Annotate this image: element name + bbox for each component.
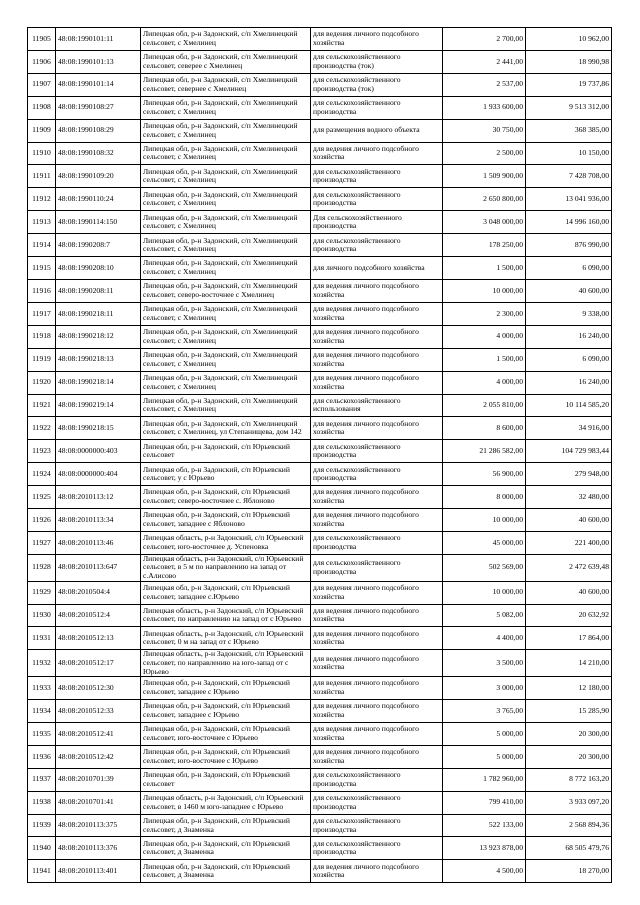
area-cell: 10 000,00: [443, 509, 526, 532]
address-cell: Липецкая обл, р-н Задонский, с/п Юрьевский сельсовет, северо-восточнее с. Яблоново: [141, 486, 311, 509]
row-number-cell: 11910: [28, 142, 56, 165]
row-number-cell: 11918: [28, 325, 56, 348]
address-cell: Липецкая обл, р-н Задонский, с/п Юрьевский сельсовет, у с Юрьево: [141, 463, 311, 486]
row-number-cell: 11923: [28, 440, 56, 463]
cadastral-number-cell: 48:08:1990218:14: [56, 371, 141, 394]
cadastral-number-cell: 48:08:2010113:401: [56, 860, 141, 883]
cadastral-number-cell: 48:08:0000000:404: [56, 463, 141, 486]
row-number-cell: 11905: [28, 28, 56, 51]
cadastral-value-cell: 876 990,00: [526, 234, 612, 257]
row-number-cell: 11932: [28, 650, 56, 677]
permitted-use-cell: для сельскохозяйственного производства: [311, 188, 443, 211]
cadastral-value-cell: 9 513 312,00: [526, 96, 612, 119]
cadastral-number-cell: 48:08:1990108:32: [56, 142, 141, 165]
table-row: [28, 627, 612, 650]
cadastral-number-cell: 48:08:1990110:24: [56, 188, 141, 211]
permitted-use-cell: для сельскохозяйственного производства: [311, 165, 443, 188]
cadastral-number-cell: 48:08:1990108:29: [56, 119, 141, 142]
address-cell: Липецкая обл, р-н Задонский, с/п Юрьевский сельсовет, западнее с Юрьево: [141, 677, 311, 700]
table-row: [28, 188, 612, 211]
area-cell: 799 410,00: [443, 791, 526, 814]
permitted-use-cell: для ведения личного подсобного хозяйства: [311, 371, 443, 394]
cadastral-value-cell: 68 505 479,76: [526, 837, 612, 860]
cadastral-number-cell: 48:08:2010512:30: [56, 677, 141, 700]
permitted-use-cell: для ведения личного подсобного хозяйства: [311, 627, 443, 650]
cadastral-number-cell: 48:08:1990108:27: [56, 96, 141, 119]
table-row: [28, 417, 612, 440]
permitted-use-cell: для ведения личного подсобного хозяйства: [311, 860, 443, 883]
table-row: [28, 722, 612, 745]
address-cell: Липецкая обл, р-н Задонский, с/п Хмелинецкий сельсовет, с Хмелинец, ул Степанищева, дом 142: [141, 417, 311, 440]
permitted-use-cell: для сельскохозяйственного производства: [311, 463, 443, 486]
area-cell: 1 933 600,00: [443, 96, 526, 119]
row-number-cell: 11933: [28, 677, 56, 700]
cadastral-number-cell: 48:08:2010512:33: [56, 700, 141, 723]
row-number-cell: 11908: [28, 96, 56, 119]
permitted-use-cell: для сельскохозяйственного производства: [311, 837, 443, 860]
area-cell: 45 000,00: [443, 531, 526, 554]
address-cell: Липецкая обл, р-н Задонский, с/п Юрьевский сельсовет, западнее с.Юрьево: [141, 581, 311, 604]
cadastral-number-cell: 48:08:2010512:13: [56, 627, 141, 650]
address-cell: Липецкая обл, р-н Задонский, с/п Юрьевский сельсовет, д Знаменка: [141, 860, 311, 883]
area-cell: 4 000,00: [443, 325, 526, 348]
table-row: [28, 279, 612, 302]
area-cell: 10 000,00: [443, 279, 526, 302]
area-cell: 3 765,00: [443, 700, 526, 723]
permitted-use-cell: для сельскохозяйственного производства: [311, 531, 443, 554]
row-number-cell: 11941: [28, 860, 56, 883]
cadastral-value-cell: 8 772 163,20: [526, 768, 612, 791]
cadastral-value-cell: 279 948,00: [526, 463, 612, 486]
cadastral-value-cell: 9 338,00: [526, 302, 612, 325]
cadastral-value-cell: 3 933 097,20: [526, 791, 612, 814]
permitted-use-cell: для ведения личного подсобного хозяйства: [311, 722, 443, 745]
table-row: [28, 463, 612, 486]
table-row: [28, 28, 612, 51]
table-row: [28, 142, 612, 165]
permitted-use-cell: для ведения личного подсобного хозяйства: [311, 279, 443, 302]
row-number-cell: 11912: [28, 188, 56, 211]
address-cell: Липецкая обл, р-н Задонский, с/п Юрьевский сельсовет, юго-восточнее с Юрьево: [141, 722, 311, 745]
area-cell: 3 000,00: [443, 677, 526, 700]
address-cell: Липецкая область, р-н Задонский, с/п Юрьевский сельсовет, в 1460 м юго-западнее с Юрьево: [141, 791, 311, 814]
cadastral-number-cell: 48:08:2010113:46: [56, 531, 141, 554]
row-number-cell: 11907: [28, 73, 56, 96]
permitted-use-cell: для личного подсобного хозяйства: [311, 257, 443, 280]
cadastral-number-cell: 48:08:2010113:12: [56, 486, 141, 509]
cadastral-value-cell: 40 600,00: [526, 279, 612, 302]
address-cell: Липецкая область, р-н Задонский, с/п Юрьевский сельсовет, по направлению на юго-запад от с Юрьево: [141, 650, 311, 677]
table-row: [28, 486, 612, 509]
area-cell: 502 569,00: [443, 554, 526, 581]
address-cell: Липецкая область, р-н Задонский, с/п Юрьевский сельсовет, по направлению на запад от с Юрьево: [141, 604, 311, 627]
area-cell: 21 286 582,00: [443, 440, 526, 463]
cadastral-value-cell: 18 270,00: [526, 860, 612, 883]
cadastral-value-cell: 10 962,00: [526, 28, 612, 51]
cadastral-number-cell: 48:08:2010113:34: [56, 509, 141, 532]
address-cell: Липецкая обл, р-н Задонский, с/п Юрьевский сельсовет, юго-восточнее с Юрьево: [141, 745, 311, 768]
row-number-cell: 11931: [28, 627, 56, 650]
row-number-cell: 11915: [28, 257, 56, 280]
table-row: [28, 860, 612, 883]
address-cell: Липецкая обл, р-н Задонский, с/п Хмелинецкий сельсовет, с Хмелинец: [141, 257, 311, 280]
row-number-cell: 11926: [28, 509, 56, 532]
address-cell: Липецкая обл, р-н Задонский, с/п Юрьевский сельсовет, западнее с Юрьево: [141, 700, 311, 723]
table-row: [28, 211, 612, 234]
address-cell: Липецкая обл, р-н Задонский, с/п Хмелинецкий сельсовет, с Хмелинец: [141, 394, 311, 417]
cadastral-number-cell: 48:08:1990109:20: [56, 165, 141, 188]
address-cell: Липецкая обл, р-н Задонский, с/п Хмелинецкий сельсовет, с Хмелинец: [141, 234, 311, 257]
row-number-cell: 11934: [28, 700, 56, 723]
address-cell: Липецкая обл, р-н Задонский, с/п Хмелинецкий сельсовет, северее с Хмелинец: [141, 50, 311, 73]
cadastral-value-cell: 221 400,00: [526, 531, 612, 554]
permitted-use-cell: для ведения личного подсобного хозяйства: [311, 677, 443, 700]
land-valuation-table: [27, 27, 612, 883]
area-cell: 2 500,00: [443, 142, 526, 165]
cadastral-value-cell: 18 990,98: [526, 50, 612, 73]
table-row: [28, 700, 612, 723]
table-row: [28, 677, 612, 700]
table-row: [28, 745, 612, 768]
cadastral-number-cell: 48:08:2010113:375: [56, 814, 141, 837]
cadastral-value-cell: 13 041 936,00: [526, 188, 612, 211]
row-number-cell: 11914: [28, 234, 56, 257]
address-cell: Липецкая обл, р-н Задонский, с/п Юрьевский сельсовет, западнее с Яблоново: [141, 509, 311, 532]
area-cell: 2 700,00: [443, 28, 526, 51]
area-cell: 30 750,00: [443, 119, 526, 142]
permitted-use-cell: для ведения личного подсобного хозяйства: [311, 325, 443, 348]
address-cell: Липецкая обл, р-н Задонский, с/п Хмелинецкий сельсовет, с Хмелинец: [141, 348, 311, 371]
permitted-use-cell: для ведения личного подсобного хозяйства: [311, 348, 443, 371]
address-cell: Липецкая обл, р-н Задонский, с/п Хмелинецкий сельсовет, северо-восточнее с Хмелинец: [141, 279, 311, 302]
cadastral-value-cell: 40 600,00: [526, 581, 612, 604]
row-number-cell: 11938: [28, 791, 56, 814]
cadastral-value-cell: 14 996 160,00: [526, 211, 612, 234]
cadastral-value-cell: 15 285,90: [526, 700, 612, 723]
table-row: [28, 604, 612, 627]
table-row: [28, 371, 612, 394]
area-cell: 5 000,00: [443, 722, 526, 745]
cadastral-number-cell: 48:08:1990114:150: [56, 211, 141, 234]
area-cell: 10 000,00: [443, 581, 526, 604]
table-row: [28, 509, 612, 532]
table-row: [28, 348, 612, 371]
address-cell: Липецкая обл, р-н Задонский, с/п Хмелинецкий сельсовет, севернее с Хмелинец: [141, 73, 311, 96]
address-cell: Липецкая обл, р-н Задонский, с/п Юрьевский сельсовет: [141, 440, 311, 463]
permitted-use-cell: для ведения личного подсобного хозяйства: [311, 417, 443, 440]
address-cell: Липецкая обл, р-н Задонский, с/п Хмелинецкий сельсовет, с Хмелинец: [141, 325, 311, 348]
permitted-use-cell: для сельскохозяйственного производства: [311, 768, 443, 791]
cadastral-value-cell: 34 916,00: [526, 417, 612, 440]
cadastral-value-cell: 7 428 708,00: [526, 165, 612, 188]
area-cell: 2 055 810,00: [443, 394, 526, 417]
area-cell: 3 500,00: [443, 650, 526, 677]
row-number-cell: 11909: [28, 119, 56, 142]
cadastral-number-cell: 48:08:2010512:42: [56, 745, 141, 768]
cadastral-number-cell: 48:08:2010701:41: [56, 791, 141, 814]
cadastral-value-cell: 10 114 585,20: [526, 394, 612, 417]
address-cell: Липецкая обл, р-н Задонский, с/п Хмелинецкий сельсовет, с Хмелинец: [141, 28, 311, 51]
permitted-use-cell: для ведения личного подсобного хозяйства: [311, 745, 443, 768]
area-cell: 2 537,00: [443, 73, 526, 96]
cadastral-number-cell: 48:08:2010113:376: [56, 837, 141, 860]
cadastral-number-cell: 48:08:1990218:13: [56, 348, 141, 371]
row-number-cell: 11935: [28, 722, 56, 745]
cadastral-value-cell: 40 600,00: [526, 509, 612, 532]
area-cell: 2 441,00: [443, 50, 526, 73]
permitted-use-cell: для сельскохозяйственного производства: [311, 440, 443, 463]
cadastral-number-cell: 48:08:1990101:11: [56, 28, 141, 51]
address-cell: Липецкая область, р-н Задонский, с/п Юрьевский сельсовет, юго-восточнее д. Успеновка: [141, 531, 311, 554]
address-cell: Липецкая обл, р-н Задонский, с/п Хмелинецкий сельсовет, с Хмелинец: [141, 165, 311, 188]
cadastral-number-cell: 48:08:2010512:4: [56, 604, 141, 627]
row-number-cell: 11925: [28, 486, 56, 509]
area-cell: 5 000,00: [443, 745, 526, 768]
cadastral-value-cell: 14 210,00: [526, 650, 612, 677]
cadastral-number-cell: 48:08:1990218:15: [56, 417, 141, 440]
address-cell: Липецкая обл, р-н Задонский, с/п Хмелинецкий сельсовет, с Хмелинец: [141, 302, 311, 325]
table-row: [28, 96, 612, 119]
permitted-use-cell: для сельскохозяйственного использования: [311, 394, 443, 417]
area-cell: 13 923 878,00: [443, 837, 526, 860]
table-body: [28, 28, 612, 883]
permitted-use-cell: для сельскохозяйственного производства: [311, 791, 443, 814]
table-row: [28, 768, 612, 791]
row-number-cell: 11916: [28, 279, 56, 302]
table-row: [28, 581, 612, 604]
area-cell: 3 048 000,00: [443, 211, 526, 234]
permitted-use-cell: для ведения личного подсобного хозяйства: [311, 142, 443, 165]
cadastral-number-cell: 48:08:2010113:647: [56, 554, 141, 581]
permitted-use-cell: для сельскохозяйственного производства: [311, 554, 443, 581]
row-number-cell: 11919: [28, 348, 56, 371]
table-row: [28, 791, 612, 814]
area-cell: 8 600,00: [443, 417, 526, 440]
cadastral-value-cell: 12 180,00: [526, 677, 612, 700]
cadastral-value-cell: 17 864,00: [526, 627, 612, 650]
row-number-cell: 11940: [28, 837, 56, 860]
row-number-cell: 11928: [28, 554, 56, 581]
land-registry-sheet: [27, 27, 611, 883]
cadastral-value-cell: 10 150,00: [526, 142, 612, 165]
table-row: [28, 650, 612, 677]
area-cell: 56 900,00: [443, 463, 526, 486]
row-number-cell: 11930: [28, 604, 56, 627]
table-row: [28, 234, 612, 257]
row-number-cell: 11936: [28, 745, 56, 768]
address-cell: Липецкая обл, р-н Задонский, с/п Хмелинецкий сельсовет, с Хмелинец: [141, 142, 311, 165]
cadastral-value-cell: 6 090,00: [526, 257, 612, 280]
area-cell: 178 250,00: [443, 234, 526, 257]
area-cell: 4 000,00: [443, 371, 526, 394]
address-cell: Липецкая обл, р-н Задонский, с/п Хмелинецкий сельсовет, с Хмелинец: [141, 119, 311, 142]
area-cell: 4 400,00: [443, 627, 526, 650]
area-cell: 4 500,00: [443, 860, 526, 883]
address-cell: Липецкая обл, р-н Задонский, с/п Юрьевский сельсовет, д Знаменка: [141, 837, 311, 860]
table-row: [28, 73, 612, 96]
row-number-cell: 11929: [28, 581, 56, 604]
row-number-cell: 11913: [28, 211, 56, 234]
cadastral-value-cell: 2 568 894,36: [526, 814, 612, 837]
row-number-cell: 11921: [28, 394, 56, 417]
cadastral-number-cell: 48:08:2010701:39: [56, 768, 141, 791]
table-row: [28, 440, 612, 463]
table-row: [28, 325, 612, 348]
cadastral-value-cell: 20 300,00: [526, 722, 612, 745]
cadastral-value-cell: 19 737,86: [526, 73, 612, 96]
table-row: [28, 165, 612, 188]
address-cell: Липецкая обл, р-н Задонский, с/п Юрьевский сельсовет, д Знаменка: [141, 814, 311, 837]
row-number-cell: 11927: [28, 531, 56, 554]
permitted-use-cell: для ведения личного подсобного хозяйства: [311, 604, 443, 627]
row-number-cell: 11924: [28, 463, 56, 486]
permitted-use-cell: для ведения личного подсобного хозяйства: [311, 509, 443, 532]
area-cell: 8 000,00: [443, 486, 526, 509]
row-number-cell: 11922: [28, 417, 56, 440]
area-cell: 1 782 960,00: [443, 768, 526, 791]
area-cell: 1 500,00: [443, 348, 526, 371]
permitted-use-cell: для ведения личного подсобного хозяйства: [311, 28, 443, 51]
table-row: [28, 302, 612, 325]
row-number-cell: 11906: [28, 50, 56, 73]
row-number-cell: 11911: [28, 165, 56, 188]
row-number-cell: 11917: [28, 302, 56, 325]
row-number-cell: 11937: [28, 768, 56, 791]
cadastral-number-cell: 48:08:1990218:12: [56, 325, 141, 348]
permitted-use-cell: для сельскохозяйственного производства: [311, 814, 443, 837]
cadastral-value-cell: 104 729 983,44: [526, 440, 612, 463]
row-number-cell: 11920: [28, 371, 56, 394]
permitted-use-cell: для сельскохозяйственного производства: [311, 234, 443, 257]
row-number-cell: 11939: [28, 814, 56, 837]
table-row: [28, 554, 612, 581]
cadastral-value-cell: 16 240,00: [526, 325, 612, 348]
permitted-use-cell: для ведения личного подсобного хозяйства: [311, 650, 443, 677]
cadastral-number-cell: 48:08:1990218:11: [56, 302, 141, 325]
area-cell: 1 509 900,00: [443, 165, 526, 188]
table-row: [28, 119, 612, 142]
address-cell: Липецкая обл, р-н Задонский, с/п Хмелинецкий сельсовет, с Хмелинец: [141, 188, 311, 211]
cadastral-value-cell: 20 300,00: [526, 745, 612, 768]
area-cell: 2 650 800,00: [443, 188, 526, 211]
area-cell: 5 082,00: [443, 604, 526, 627]
cadastral-value-cell: 20 632,92: [526, 604, 612, 627]
area-cell: 1 500,00: [443, 257, 526, 280]
permitted-use-cell: для ведения личного подсобного хозяйства: [311, 700, 443, 723]
area-cell: 522 133,00: [443, 814, 526, 837]
table-row: [28, 50, 612, 73]
area-cell: 2 300,00: [443, 302, 526, 325]
cadastral-number-cell: 48:08:2010512:17: [56, 650, 141, 677]
table-row: [28, 837, 612, 860]
address-cell: Липецкая область, р-н Задонский, с/п Юрьевский сельсовет, в 5 м по направлению на запад от с.Алисово: [141, 554, 311, 581]
address-cell: Липецкая область, р-н Задонский, с/п Юрьевский сельсовет, 0 м на запад от с Юрьево: [141, 627, 311, 650]
cadastral-number-cell: 48:08:1990101:13: [56, 50, 141, 73]
cadastral-number-cell: 48:08:1990219:14: [56, 394, 141, 417]
table-row: [28, 257, 612, 280]
permitted-use-cell: для сельскохозяйственного производства: [311, 96, 443, 119]
table-row: [28, 814, 612, 837]
permitted-use-cell: для ведения личного подсобного хозяйства: [311, 486, 443, 509]
permitted-use-cell: для ведения личного подсобного хозяйства: [311, 581, 443, 604]
cadastral-value-cell: 32 480,00: [526, 486, 612, 509]
address-cell: Липецкая обл, р-н Задонский, с/п Юрьевский сельсовет: [141, 768, 311, 791]
cadastral-number-cell: 48:08:1990208:7: [56, 234, 141, 257]
permitted-use-cell: для размещения водного объекта: [311, 119, 443, 142]
cadastral-value-cell: 16 240,00: [526, 371, 612, 394]
cadastral-value-cell: 368 385,00: [526, 119, 612, 142]
permitted-use-cell: для сельскохозяйственного производства (ток): [311, 50, 443, 73]
cadastral-number-cell: 48:08:1990208:11: [56, 279, 141, 302]
cadastral-number-cell: 48:08:1990101:14: [56, 73, 141, 96]
cadastral-number-cell: 48:08:2010504:4: [56, 581, 141, 604]
permitted-use-cell: для ведения личного подсобного хозяйства: [311, 302, 443, 325]
address-cell: Липецкая обл, р-н Задонский, с/п Хмелинецкий сельсовет, с Хмелинец: [141, 211, 311, 234]
table-row: [28, 394, 612, 417]
address-cell: Липецкая обл, р-н Задонский, с/п Хмелинецкий сельсовет, с Хмелинец: [141, 96, 311, 119]
cadastral-number-cell: 48:08:2010512:41: [56, 722, 141, 745]
permitted-use-cell: Для сельскохозяйственного производства: [311, 211, 443, 234]
cadastral-number-cell: 48:08:0000000:403: [56, 440, 141, 463]
cadastral-value-cell: 2 472 639,48: [526, 554, 612, 581]
table-row: [28, 531, 612, 554]
permitted-use-cell: для сельскохозяйственного производства (ток): [311, 73, 443, 96]
address-cell: Липецкая обл, р-н Задонский, с/п Хмелинецкий сельсовет, с Хмелинец: [141, 371, 311, 394]
cadastral-number-cell: 48:08:1990208:10: [56, 257, 141, 280]
cadastral-value-cell: 6 090,00: [526, 348, 612, 371]
